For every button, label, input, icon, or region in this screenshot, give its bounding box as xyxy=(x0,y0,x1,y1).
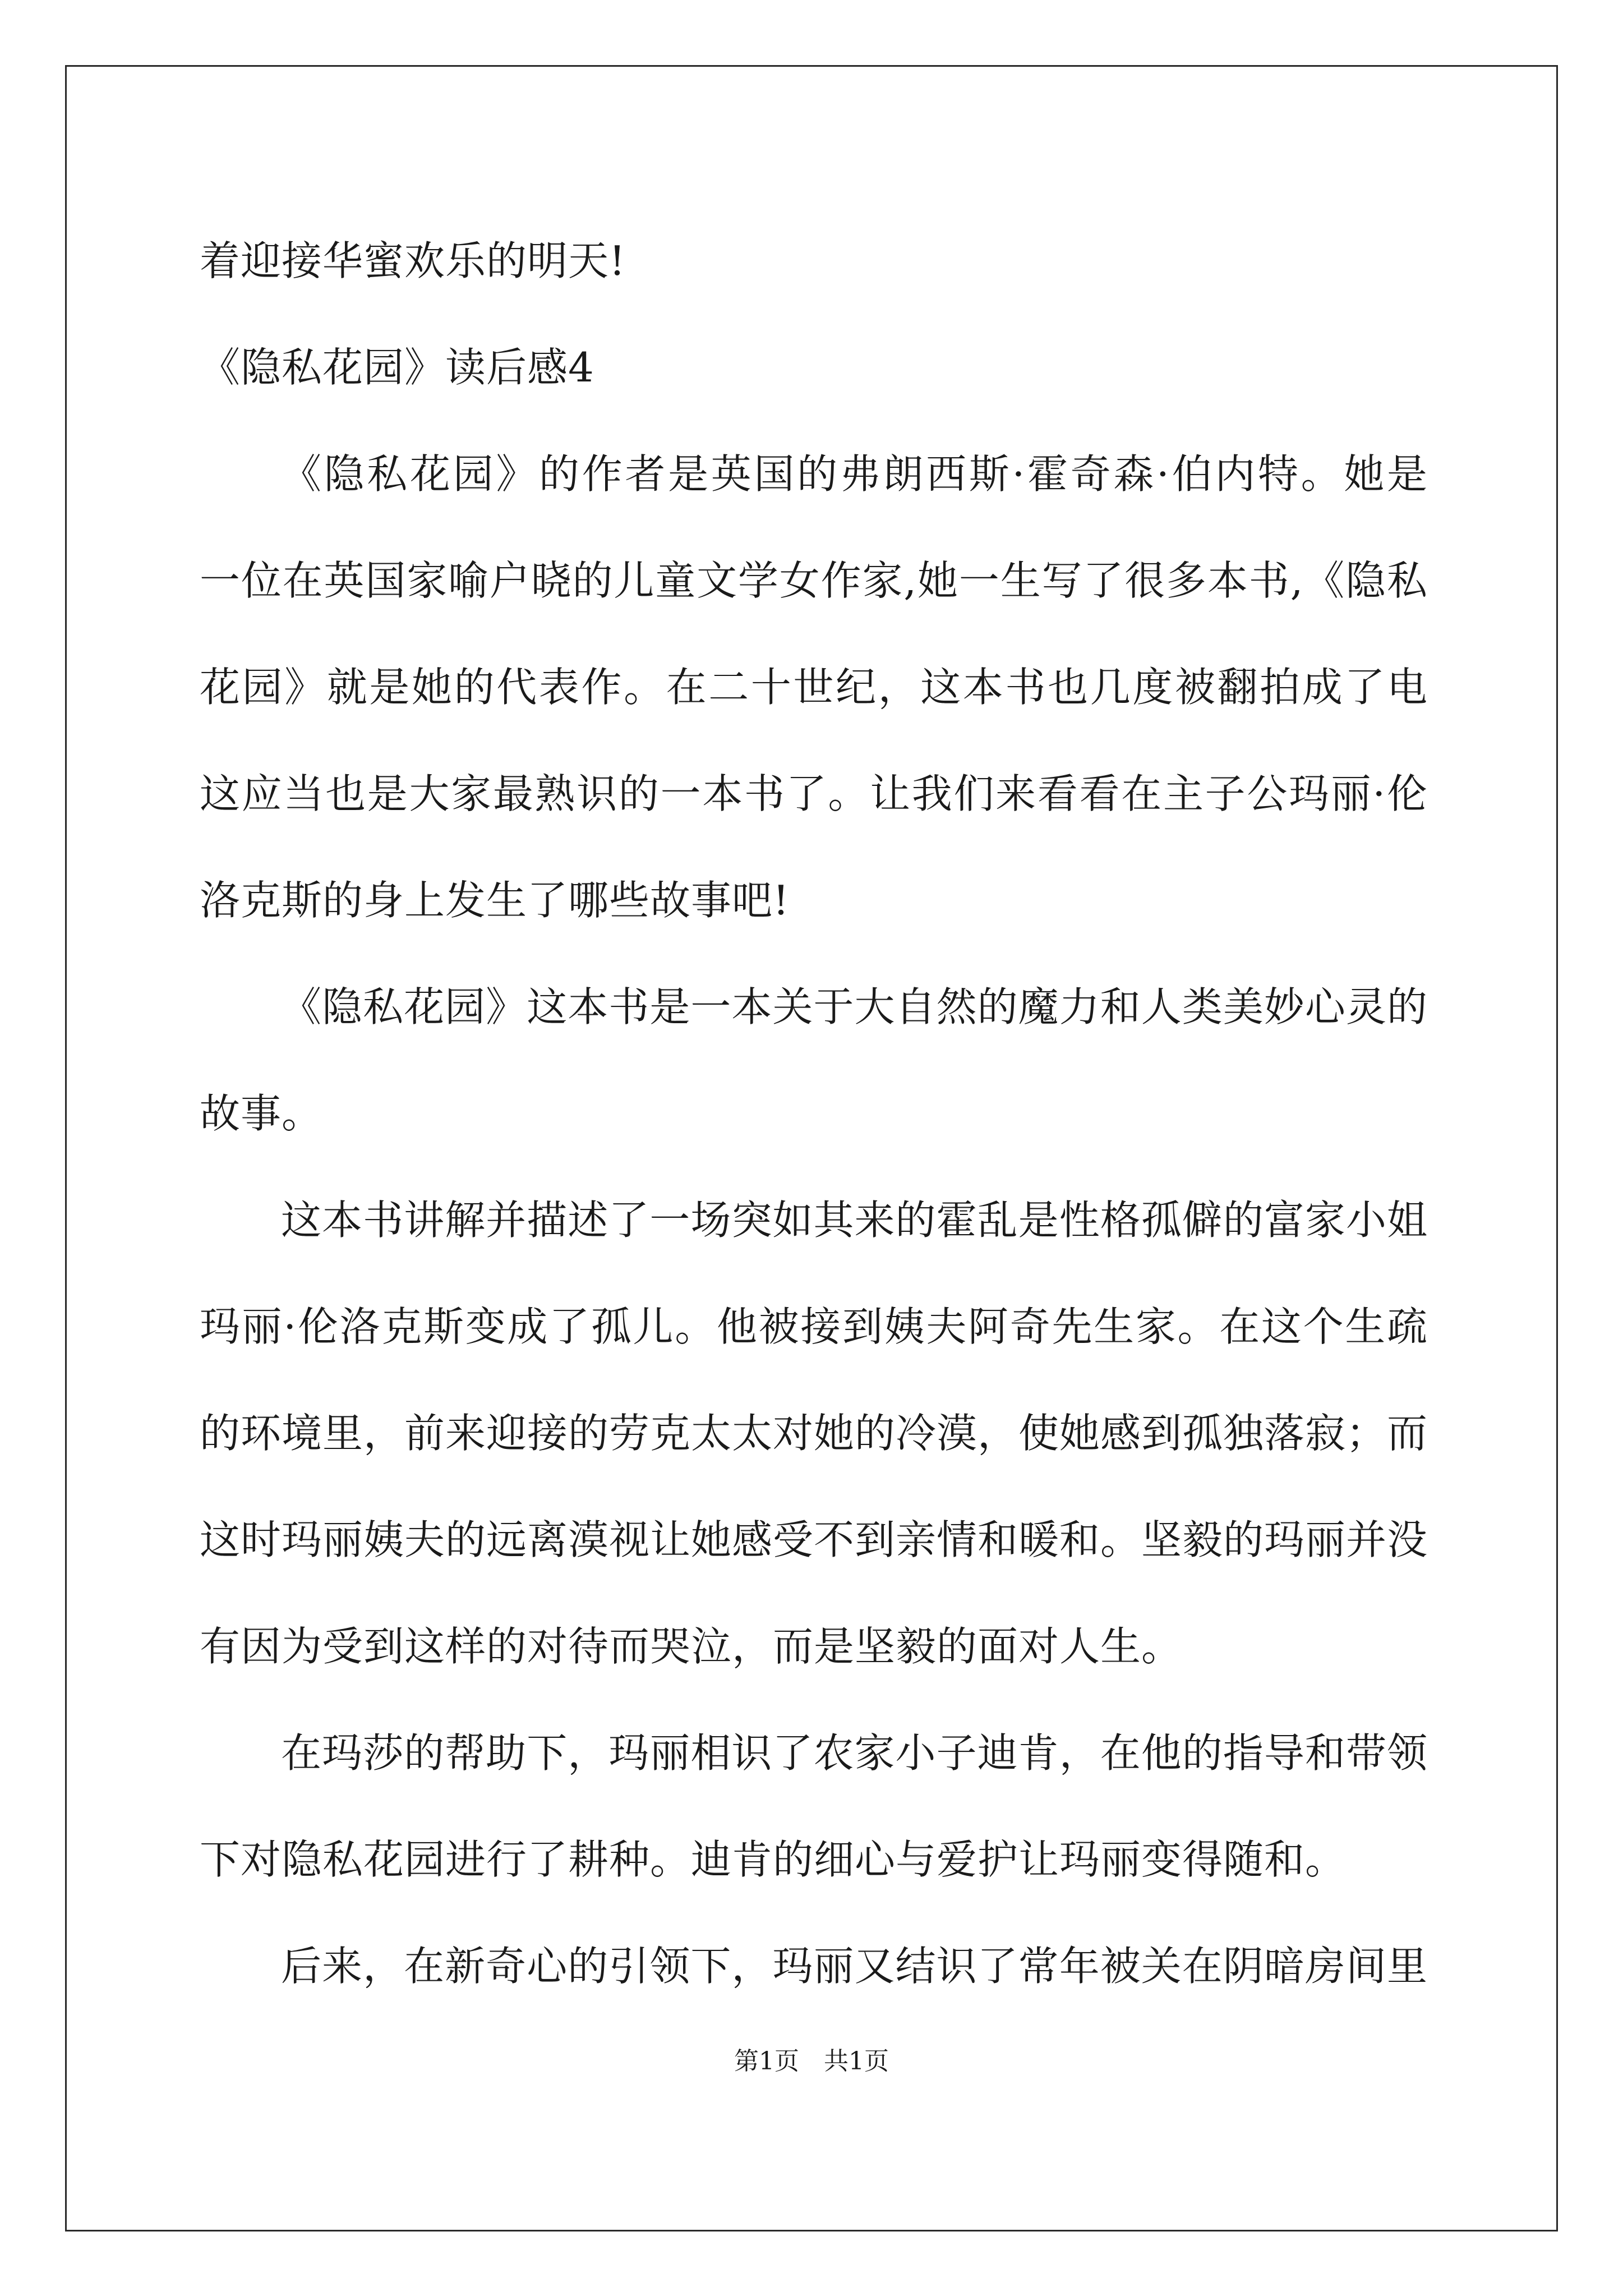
text-line: 这时玛丽姨夫的远离漠视让她感受不到亲情和暖和。坚毅的玛丽并没 xyxy=(200,1516,1428,1563)
page-number: 第1页 xyxy=(734,2047,799,2076)
text-line: 花园》就是她的代表作。在二十世纪，这本书也几度被翻拍成了电 xyxy=(200,664,1428,711)
section-heading: 《隐私花园》读后感4 xyxy=(200,344,594,391)
text-line: 的环境里，前来迎接的劳克太太对她的冷漠，使她感到孤独落寂；而 xyxy=(200,1410,1428,1457)
text-line: 着迎接华蜜欢乐的明天! xyxy=(200,237,626,284)
text-line: 这应当也是大家最熟识的一本书了。让我们来看看在主子公玛丽·伦 xyxy=(200,770,1428,817)
text-line: 后来，在新奇心的引领下，玛丽又结识了常年被关在阴暗房间里 xyxy=(281,1943,1428,1990)
text-line: 《隐私花园》这本书是一本关于大自然的魔力和人类美妙心灵的 xyxy=(281,983,1428,1030)
text-line: 玛丽·伦洛克斯变成了孤儿。他被接到姨夫阿奇先生家。在这个生疏 xyxy=(200,1303,1428,1350)
text-line: 下对隐私花园进行了耕种。迪肯的细心与爱护让玛丽变得随和。 xyxy=(200,1836,1347,1883)
text-line: 这本书讲解并描述了一场突如其来的霍乱是性格孤僻的富家小姐 xyxy=(281,1197,1428,1244)
document-body xyxy=(200,208,1428,2019)
text-line: 故事。 xyxy=(200,1090,323,1137)
text-line: 有因为受到这样的对待而哭泣，而是坚毅的面对人生。 xyxy=(200,1623,1183,1670)
page-footer xyxy=(0,2041,1623,2077)
text-line: 在玛莎的帮助下，玛丽相识了农家小子迪肯，在他的指导和带领 xyxy=(281,1729,1428,1777)
text-line: 一位在英国家喻户晓的儿童文学女作家,她一生写了很多本书,《隐私 xyxy=(200,557,1428,604)
page-total: 共1页 xyxy=(824,2047,889,2076)
text-line: 《隐私花园》的作者是英国的弗朗西斯·霍奇森·伯内特。她是 xyxy=(281,450,1428,498)
text-line: 洛克斯的身上发生了哪些故事吧! xyxy=(200,877,790,924)
